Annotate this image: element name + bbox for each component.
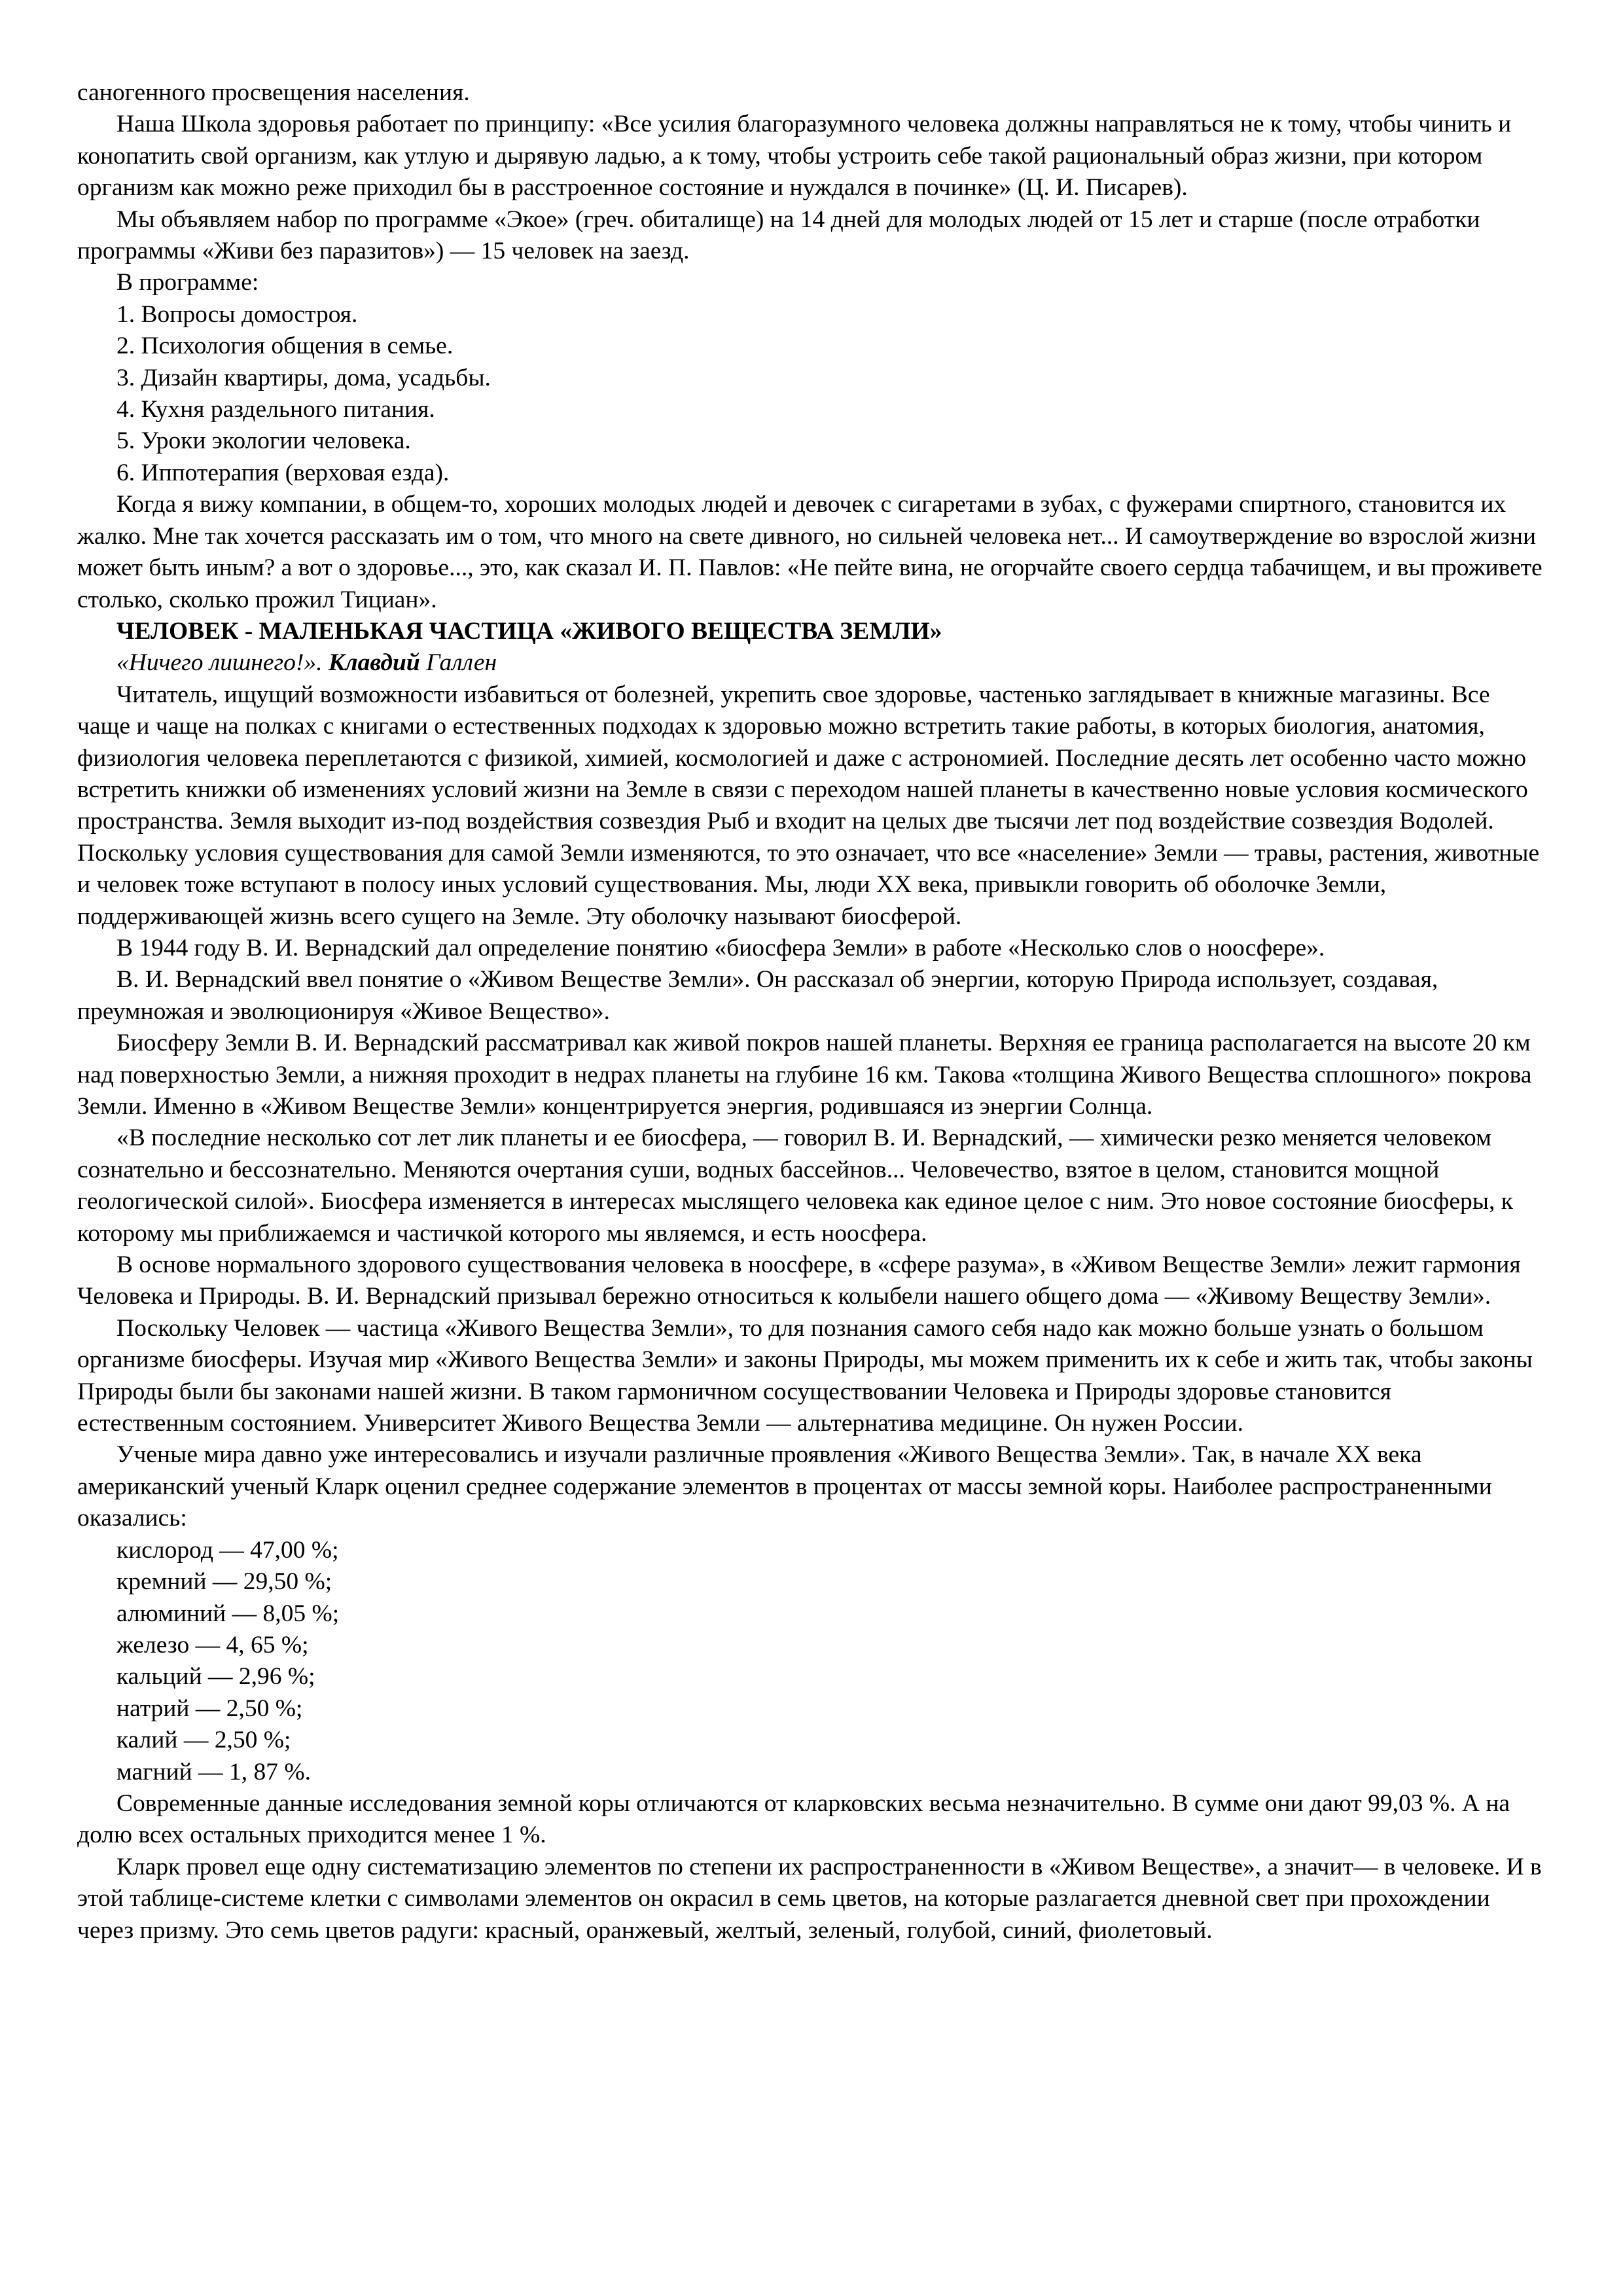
paragraph: саногенного просвещения населения. — [77, 79, 470, 106]
list-item: 5. Уроки экологии человека. — [116, 427, 411, 455]
paragraph: Мы объявляем набор по программе «Экое» (греч. обиталище) на 14 дней для молодых людей от 15 лет и старше (после отработки программы «Живи без паразитов») — 15 человек на заезд. — [77, 206, 1480, 265]
paragraph: Современные данные исследования земной коры отличаются от кларковских весьма незначительно. В сумме они дают 99,03 %. А на долю всех остальных приходится менее 1 %. — [77, 1789, 1510, 1849]
paragraph: Когда я вижу компании, в общем-то, хороших молодых людей и девочек с сигаретами в зубах, с фужерами спиртного, становится их жалко. Мне так хочется рассказать им о том, что много на свете дивного, но сильней человека нет... И самоутверждение во взрослой жизни может быть иным? а вот о здоровье..., это, как сказал И. П. Павлов: «Не пейте вина, не огорчайте своего сердца табачищем, и вы проживете столько, сколько прожил Тициан». — [77, 491, 1543, 613]
paragraph: В 1944 году В. И. Вернадский дал определение понятию «биосфера Земли» в работе «Несколько слов о ноосфере». — [116, 934, 1325, 961]
list-item: 2. Психология общения в семье. — [116, 332, 454, 360]
list-item: 4. Кухня раздельного питания. — [116, 396, 435, 423]
epigraph-quote: «Ничего лишнего!». — [116, 649, 329, 677]
paragraph: Читатель, ищущий возможности избавиться от болезней, укрепить свое здоровье, частенько заглядывает в книжные магазины. Все чаще и чаще на полках с книгами о естественных подходах к здоровью можно встретить такие работы, в которых биология, анатомия, физиология человека переплетаются с физикой, химией, космологией и даже с астрономией. Последние десять лет особенно часто можно встретить книжки об изменениях условий жизни на Земле в связи с переходом нашей планеты в качественно новые условия космического пространства. Земля выходит из-под воздействия созвездия Рыб и входит на целых две тысячи лет под воздействие созвездия Водолей. Поскольку условия существования для самой Земли изменяются, то это означает, что все «население» Земли — травы, растения, животные и человек тоже вступают в полосу иных условий существования. Мы, люди XX века, привыкли говорить об оболочке Земли, поддерживающей жизнь всего сущего на Земле. Эту оболочку называют биосферой. — [77, 681, 1540, 930]
paragraph: Биосферу Земли В. И. Вернадский рассматривал как живой покров нашей планеты. Верхняя ее граница располагается на высоте 20 км над поверхностью Земли, а нижняя проходит в недрах планеты на глубине 16 км. Такова «толщина Живого Вещества сплошного» покрова Земли. Именно в «Живом Веществе Земли» концентрируется энергия, родившаяся из энергии Солнца. — [77, 1030, 1532, 1120]
list-item: 1. Вопросы домостроя. — [116, 300, 358, 328]
program-intro: В программе: — [116, 269, 259, 296]
list-item: 6. Иппотерапия (верховая езда). — [116, 459, 450, 486]
section-title: ЧЕЛОВЕК - МАЛЕНЬКАЯ ЧАСТИЦА «ЖИВОГО ВЕЩЕСТВА ЗЕМЛИ» — [116, 617, 942, 645]
paragraph: Наша Школа здоровья работает по принципу: «Все усилия благоразумного человека должны направляться не к тому, чтобы чинить и конопатить свой организм, как утлую и дырявую ладью, а к тому, чтобы устроить себе такой рациональный образ жизни, при котором организм как можно реже приходил бы в расстроенное состояние и нуждался в починке» (Ц. И. Писарев). — [77, 111, 1512, 202]
element-list — [77, 1535, 1543, 1788]
list-item: кислород — 47,00 %; — [116, 1536, 339, 1564]
list-item: магний — 1, 87 %. — [116, 1758, 311, 1785]
paragraph: Поскольку Человек — частица «Живого Вещества Земли», то для познания самого себя надо как можно больше узнать о большом организме биосферы. Изучая мир «Живого Вещества Земли» и законы Природы, мы можем применить их к себе и жить так, чтобы законы Природы были бы законами нашей жизни. В таком гармоничном сосуществовании Человека и Природы здоровье становится естественным состоянием. Университет Живого Вещества Земли — альтернатива медицине. Он нужен России. — [77, 1314, 1533, 1437]
list-item: калий — 2,50 %; — [116, 1727, 291, 1754]
document-page — [77, 77, 1543, 1946]
paragraph: Кларк провел еще одну систематизацию элементов по степени их распространенности в «Живом Веществе», а значит— в человеке. И в этой таблице-системе клетки с символами элементов он окрасил в семь цветов, на которые разлагается дневной свет при прохождении через призму. Это семь цветов радуги: красный, оранжевый, желтый, зеленый, голубой, синий, фиолетовый. — [77, 1853, 1542, 1944]
list-item: кремний — 29,50 %; — [116, 1568, 332, 1596]
paragraph: В. И. Вернадский ввел понятие о «Живом Веществе Земли». Он рассказал об энергии, которую Природа использует, создавая, преумножая и эволюционируя «Живое Вещество». — [77, 966, 1438, 1025]
list-item: железо — 4, 65 %; — [116, 1631, 309, 1659]
list-item: натрий — 2,50 %; — [116, 1695, 303, 1722]
paragraph: В основе нормального здорового существования человека в ноосфере, в «сфере разума», в «Живом Веществе Земли» лежит гармония Человека и Природы. В. И. Вернадский призывал бережно относиться к колыбели нашего общего дома — «Живому Веществу Земли». — [77, 1251, 1521, 1310]
list-item: 3. Дизайн квартиры, дома, усадьбы. — [116, 364, 491, 391]
paragraph: Ученые мира давно уже интересовались и изучали различные проявления «Живого Вещества Земли». Так, в начале XX века американский ученый Кларк оценил среднее содержание элементов в процентах от массы земной коры. Наиболее распространенными оказались: — [77, 1441, 1492, 1532]
epigraph — [77, 647, 1543, 679]
list-item: алюминий — 8,05 %; — [116, 1600, 340, 1627]
paragraph: «В последние несколько сот лет лик планеты и ее биосфера, — говорил В. И. Вернадский, — химически резко меняется человеком сознательно и бессознательно. Меняются очертания суши, водных бассейнов... Человечество, взятое в целом, становится мощной геологической силой». Биосфера изменяется в интересах мыслящего человека как единое целое с ним. Это новое состояние биосферы, к которому мы приближаемся и частичкой которого мы являемся, и есть ноосфера. — [77, 1124, 1513, 1247]
epigraph-author-last: Галлен — [419, 649, 497, 677]
list-item: кальций — 2,96 %; — [116, 1663, 315, 1691]
epigraph-author-first: Клавдий — [328, 649, 420, 677]
program-list — [77, 299, 1543, 489]
